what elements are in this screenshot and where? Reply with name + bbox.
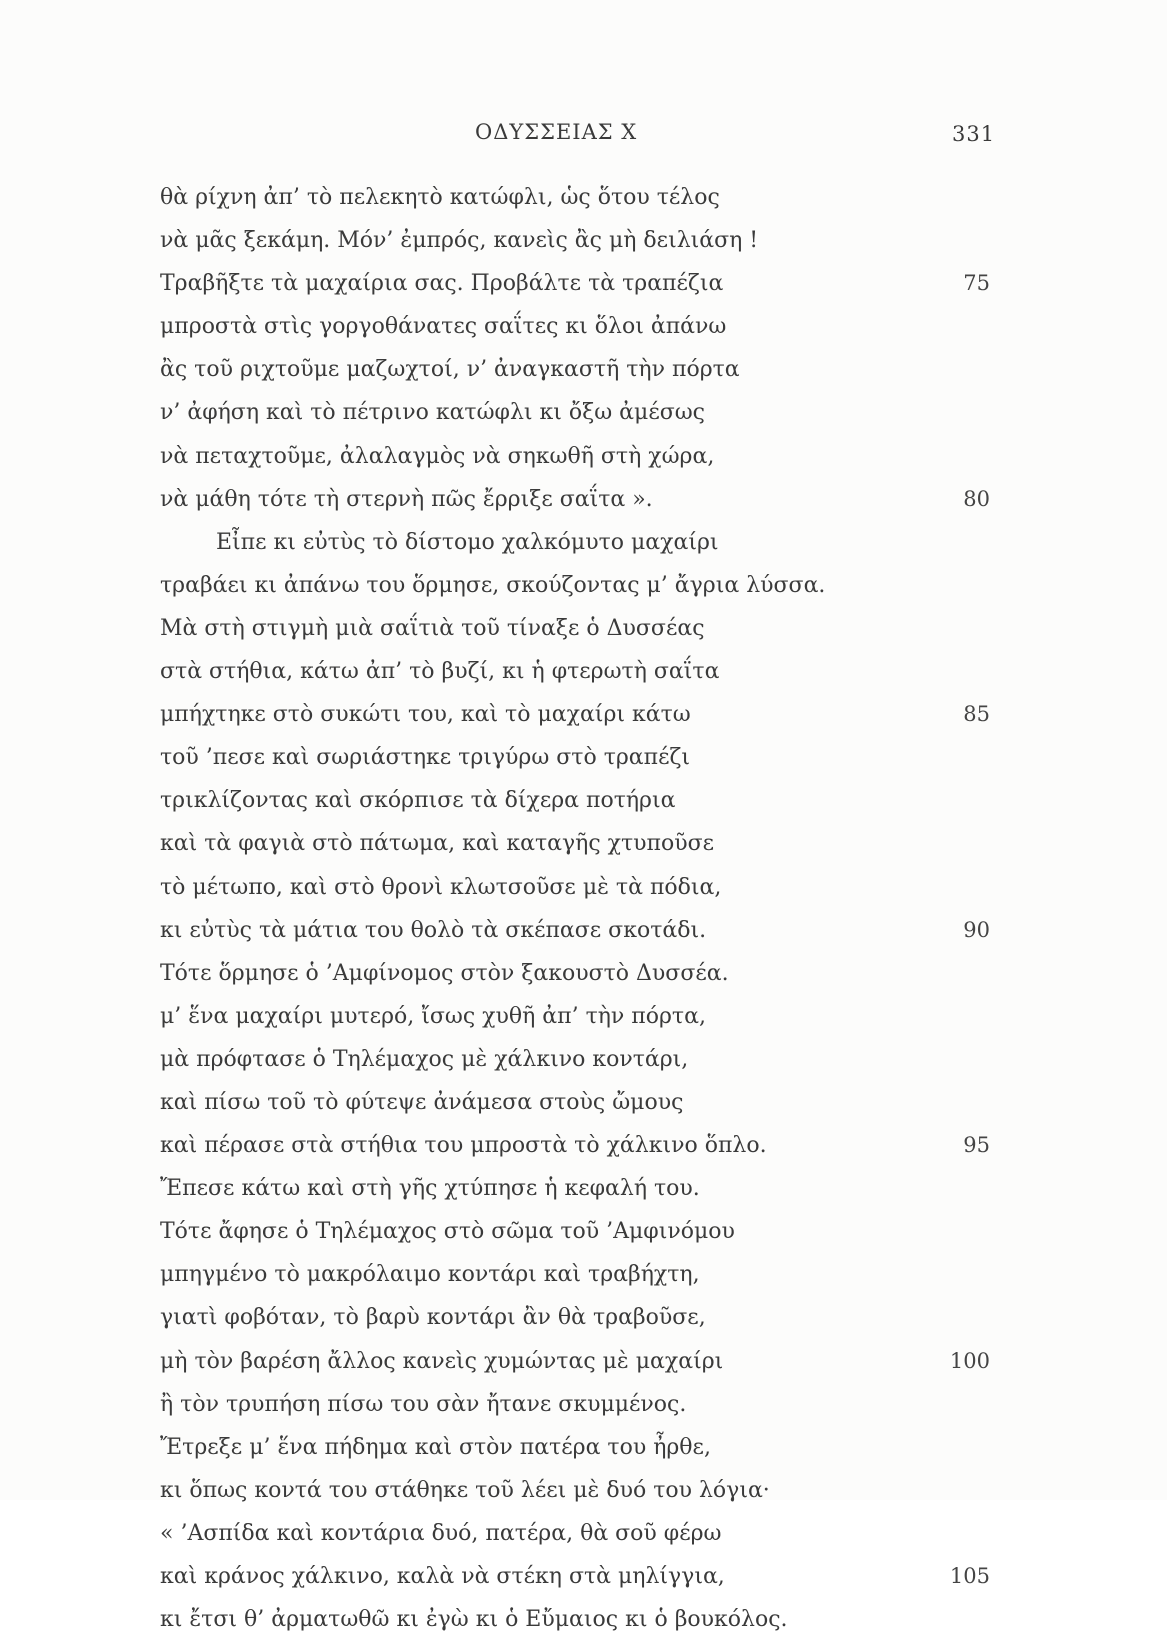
verse-line-text: μὰ πρόφτασε ὁ Τηλέμαχος μὲ χάλκινο κοντάρι,: [160, 1046, 689, 1072]
verse-line-text: Τότε ἄφησε ὁ Τηλέμαχος στὸ σῶμα τοῦ ’Αμφινόμου: [160, 1219, 735, 1245]
verse-line: [160, 478, 990, 521]
line-number: 100: [949, 1348, 990, 1373]
verse-line-text: Μὰ στὴ στιγμὴ μιὰ σαΐτιὰ τοῦ τίναξε ὁ Δυσσέας: [160, 615, 705, 641]
verse-line-text: μπήχτηκε στὸ συκώτι του, καὶ τὸ μαχαίρι κάτω: [160, 702, 691, 728]
verse-line: [160, 1340, 990, 1383]
line-number: 85: [963, 702, 990, 727]
verse-line: [160, 1038, 990, 1081]
verse-line-text: Τότε ὅρμησε ὁ ’Αμφίνομος στὸν ξακουστὸ Δυσσέα.: [160, 960, 729, 986]
verse-line: [160, 909, 990, 952]
verse-line: [160, 262, 990, 305]
verse-line: [160, 779, 990, 822]
verse-line-text: γιατὶ φοβόταν, τὸ βαρὺ κοντάρι ἂν θὰ τραβοῦσε,: [160, 1305, 706, 1331]
verse-line: [160, 995, 990, 1038]
line-number: 95: [963, 1133, 990, 1158]
verse-line: [160, 1426, 990, 1469]
verse-block: [160, 176, 990, 1641]
verse-line-text: « ’Ασπίδα καὶ κοντάρια δυό, πατέρα, θὰ σοῦ φέρω: [160, 1520, 722, 1546]
verse-line: [160, 736, 990, 779]
verse-line: [160, 1253, 990, 1296]
verse-line-text: καὶ κράνος χάλκινο, καλὰ νὰ στέκη στὰ μηλίγγια,: [160, 1564, 725, 1589]
verse-line-text: τρικλίζοντας καὶ σκόρπισε τὰ δίχερα ποτήρια: [160, 788, 676, 814]
verse-line: [160, 866, 990, 909]
verse-line-text: στὰ στήθια, κάτω ἀπ’ τὸ βυζί, κι ἡ φτερωτὴ σαΐτα: [160, 659, 720, 685]
verse-line: [160, 952, 990, 995]
line-number: 75: [963, 271, 990, 296]
verse-line-text: καὶ πίσω τοῦ τὸ φύτεψε ἀνάμεσα στοὺς ὤμους: [160, 1089, 684, 1115]
verse-line-text: Ἔπεσε κάτω καὶ στὴ γῆς χτύπησε ἡ κεφαλή του.: [160, 1176, 700, 1202]
verse-line: [160, 1081, 990, 1124]
verse-line-text: μπηγμένο τὸ μακρόλαιμο κοντάρι καὶ τραβήχτη,: [160, 1262, 700, 1288]
verse-line: [160, 521, 990, 564]
verse-line: [160, 1469, 990, 1512]
verse-line-text: νὰ πεταχτοῦμε, ἀλαλαγμὸς νὰ σηκωθῆ στὴ χώρα,: [160, 443, 715, 469]
verse-line: [160, 1598, 990, 1641]
verse-line-text: Ἔτρεξε μ’ ἕνα πήδημα καὶ στὸν πατέρα του ἦρθε,: [160, 1434, 711, 1460]
verse-line: [160, 1124, 990, 1167]
verse-line-text: τοῦ ’πεσε καὶ σωριάστηκε τριγύρω στὸ τραπέζι: [160, 745, 691, 771]
verse-line: [160, 1512, 990, 1555]
verse-line-text: Τραβῆξτε τὰ μαχαίρια σας. Προβάλτε τὰ τραπέζια: [160, 271, 724, 297]
verse-line-text: καὶ τὰ φαγιὰ στὸ πάτωμα, καὶ καταγῆς χτυποῦσε: [160, 831, 714, 857]
verse-line-text: νὰ μάθη τότε τὴ στερνὴ πῶς ἔρριξε σαΐτα ».: [160, 486, 653, 512]
verse-line-text: ν’ ἀφήση καὶ τὸ πέτρινο κατώφλι κι ὄξω ἀμέσως: [160, 400, 706, 426]
verse-line: [160, 693, 990, 736]
verse-line-text: κι εὐτὺς τὰ μάτια του θολὸ τὰ σκέπασε σκοτάδι.: [160, 917, 707, 943]
verse-line: [160, 822, 990, 865]
verse-line: [160, 348, 990, 391]
verse-line: [160, 435, 990, 478]
verse-line-text: Εἶπε κι εὐτὺς τὸ δίστομο χαλκόμυτο μαχαίρι: [216, 529, 719, 555]
verse-line-text: μπροστὰ στὶς γοργοθάνατες σαΐτες κι ὅλοι ἀπάνω: [160, 314, 727, 340]
verse-line: [160, 564, 990, 607]
verse-line: [160, 1210, 990, 1253]
verse-line: [160, 305, 990, 348]
verse-line-text: ἂς τοῦ ριχτοῦμε μαζωχτοί, ν’ ἀναγκαστῆ τὴν πόρτα: [160, 357, 740, 383]
verse-line: [160, 1167, 990, 1210]
verse-line: [160, 1296, 990, 1339]
verse-line: [160, 391, 990, 434]
verse-line-text: τὸ μέτωπο, καὶ στὸ θρονὶ κλωτσοῦσε μὲ τὰ πόδια,: [160, 874, 722, 900]
verse-line-text: κι ὅπως κοντά του στάθηκε τοῦ λέει μὲ δυό του λόγια·: [160, 1477, 770, 1503]
verse-line: [160, 219, 990, 262]
verse-line-text: νὰ μᾶς ξεκάμη. Μόν’ ἐμπρός, κανεὶς ἂς μὴ δειλιάση !: [160, 228, 759, 254]
running-head: [0, 120, 1167, 152]
line-number: 105: [949, 1564, 990, 1588]
verse-line-text: ἢ τὸν τρυπήση πίσω του σὰν ἤτανε σκυμμένος.: [160, 1391, 687, 1417]
verse-line: [160, 607, 990, 650]
verse-line-text: μ’ ἕνα μαχαίρι μυτερό, ἴσως χυθῆ ἀπ’ τὴν πόρτα,: [160, 1003, 706, 1029]
verse-line-text: μὴ τὸν βαρέση ἄλλος κανεὶς χυμώντας μὲ μαχαίρι: [160, 1348, 724, 1374]
line-number: 80: [963, 486, 990, 511]
verse-line: [160, 1555, 990, 1598]
running-title: ΟΔΥΣΣΕΙΑΣ Χ: [475, 120, 638, 144]
page-number: 331: [952, 122, 996, 146]
verse-line: [160, 650, 990, 693]
verse-line-text: κι ἔτσι θ’ ἀρματωθῶ κι ἐγὼ κι ὁ Εὔμαιος κι ὁ βουκόλος.: [160, 1607, 788, 1633]
verse-line-text: καὶ πέρασε στὰ στήθια του μπροστὰ τὸ χάλκινο ὅπλο.: [160, 1133, 767, 1159]
verse-line-text: τραβάει κι ἀπάνω του ὅρμησε, σκούζοντας μ’ ἄγρια λύσσα.: [160, 572, 826, 598]
verse-line: [160, 1383, 990, 1426]
verse-line-text: θὰ ρίχνη ἀπ’ τὸ πελεκητὸ κατώφλι, ὡς ὅτου τέλος: [160, 185, 720, 210]
line-number: 90: [963, 917, 990, 942]
verse-line: [160, 176, 990, 219]
